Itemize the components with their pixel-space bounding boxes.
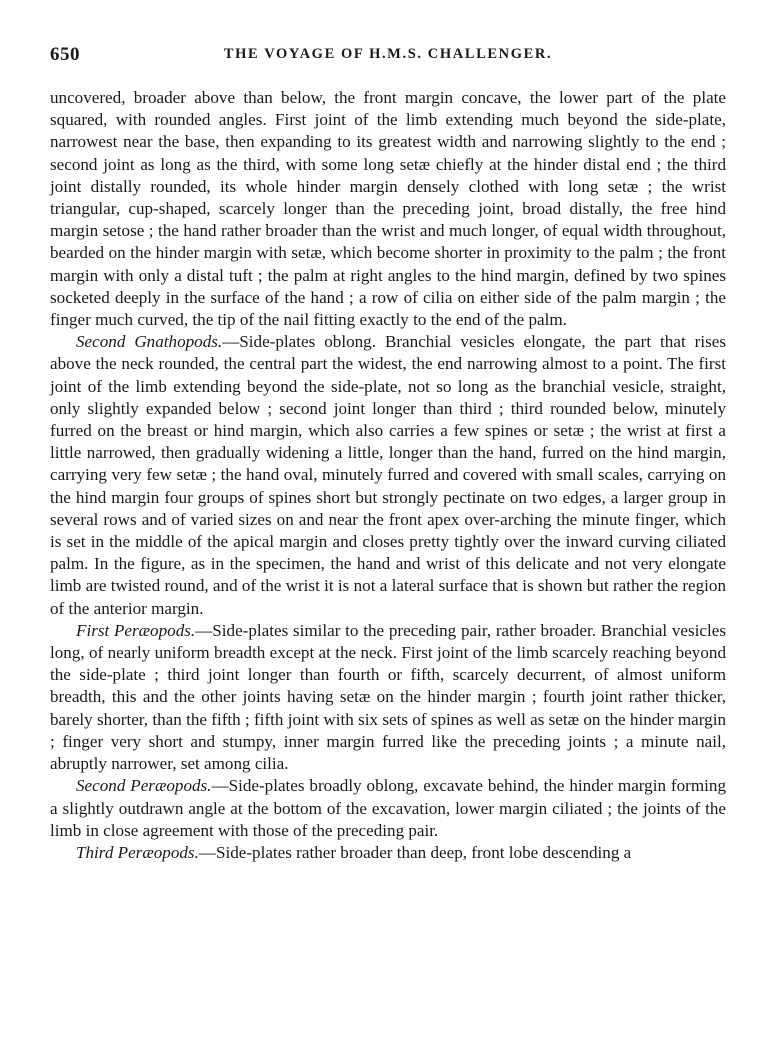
paragraph-text: —Side-plates similar to the preceding pair, rather broader. Branchial vesicles long, of nearly uniform breadth except at the neck. First joint of the limb scarcely reaching beyond the side-plate ; third joint longer than fourth or fifth, scarcely decurrent, of almost uniform breadth, this and the other joints having setæ on the hinder margin ; fourth joint rather thicker, barely shorter, than the fifth ; fifth joint with six sets of spines as well as setæ on the hinder margin ; finger very short and stumpy, inner margin furred like the preceding joints ; a minute nail, abruptly narrower, set among cilia. [50, 620, 726, 774]
section-heading: First Peræopods. [76, 620, 196, 640]
body-text [50, 87, 726, 864]
paragraph-second-gnathopods [50, 331, 726, 620]
section-heading: Second Peræopods. [76, 776, 212, 796]
paragraph-text: —Side-plates broadly oblong, excavate behind, the hinder margin forming a slightly outdrawn angle at the bottom of the excavation, lower margin ciliated ; the joints of the limb in close agreement with those of the preceding pair. [50, 776, 726, 840]
section-heading: Second Gnathopods. [76, 332, 223, 352]
running-head [50, 44, 726, 68]
page-number: 650 [50, 44, 80, 65]
paragraph-text: —Side-plates rather broader than deep, front lobe descending a [198, 842, 632, 862]
section-heading: Third Peræopods. [76, 842, 199, 862]
paragraph-second-peraeopods [50, 775, 726, 842]
paragraph-text: —Side-plates oblong. Branchial vesicles elongate, the part that rises above the neck rounded, the central part the widest, the end narrowing almost to a point. The first joint of the limb extending beyond the side-plate, not so long as the branchial vesicle, straight, only slightly expanded below ; second joint longer than third ; third rounded below, minutely furred on the breast or hind margin, which also carries a few spines or setæ ; the wrist at first a little narrowed, then gradually widening a little, longer than the hand, furred on the hind margin, carrying very few setæ ; the hand oval, minutely furred and covered with small scales, carrying on the hind margin four groups of spines short but strongly pectinate on two edges, a larger group in several rows and of varied sizes on and near the front apex over-arching the minute finger, which is set in the middle of the apical margin and closes pretty tightly over the inward curving ciliated palm. In the figure, as in the specimen, the hand and wrist of this delicate and not very elongate limb are twisted round, and of the wrist it is not a lateral surface that is shown but rather the region of the anterior margin. [50, 332, 727, 618]
paragraph-third-peraeopods [50, 842, 726, 864]
paragraph-continuation [50, 87, 726, 331]
paragraph-text: uncovered, broader above than below, the front margin concave, the lower part of the plate squared, with rounded angles. First joint of the limb extending much beyond the side-plate, narrowest near the base, then expanding to its greatest width and narrowing slightly to the end ; second joint as long as the third, with some long setæ chiefly at the hinder distal end ; the third joint distally rounded, its whole hinder margin densely clothed with long setæ ; the wrist triangular, cup-shaped, scarcely longer than the preceding joint, broad distally, the free hind margin setose ; the hand rather broader than the wrist and much longer, of equal width throughout, bearded on the hinder margin with setæ, which become shorter in proximity to the palm ; the front margin with only a distal tuft ; the palm at right angles to the hind margin, defined by two spines socketed deeply in the surface of the hand ; a row of cilia on either side of the palm margin ; the finger much curved, the tip of the nail fitting exactly to the end of the palm. [50, 88, 726, 330]
running-title: THE VOYAGE OF H.M.S. CHALLENGER. [223, 46, 553, 62]
paragraph-first-peraeopods [50, 620, 726, 775]
